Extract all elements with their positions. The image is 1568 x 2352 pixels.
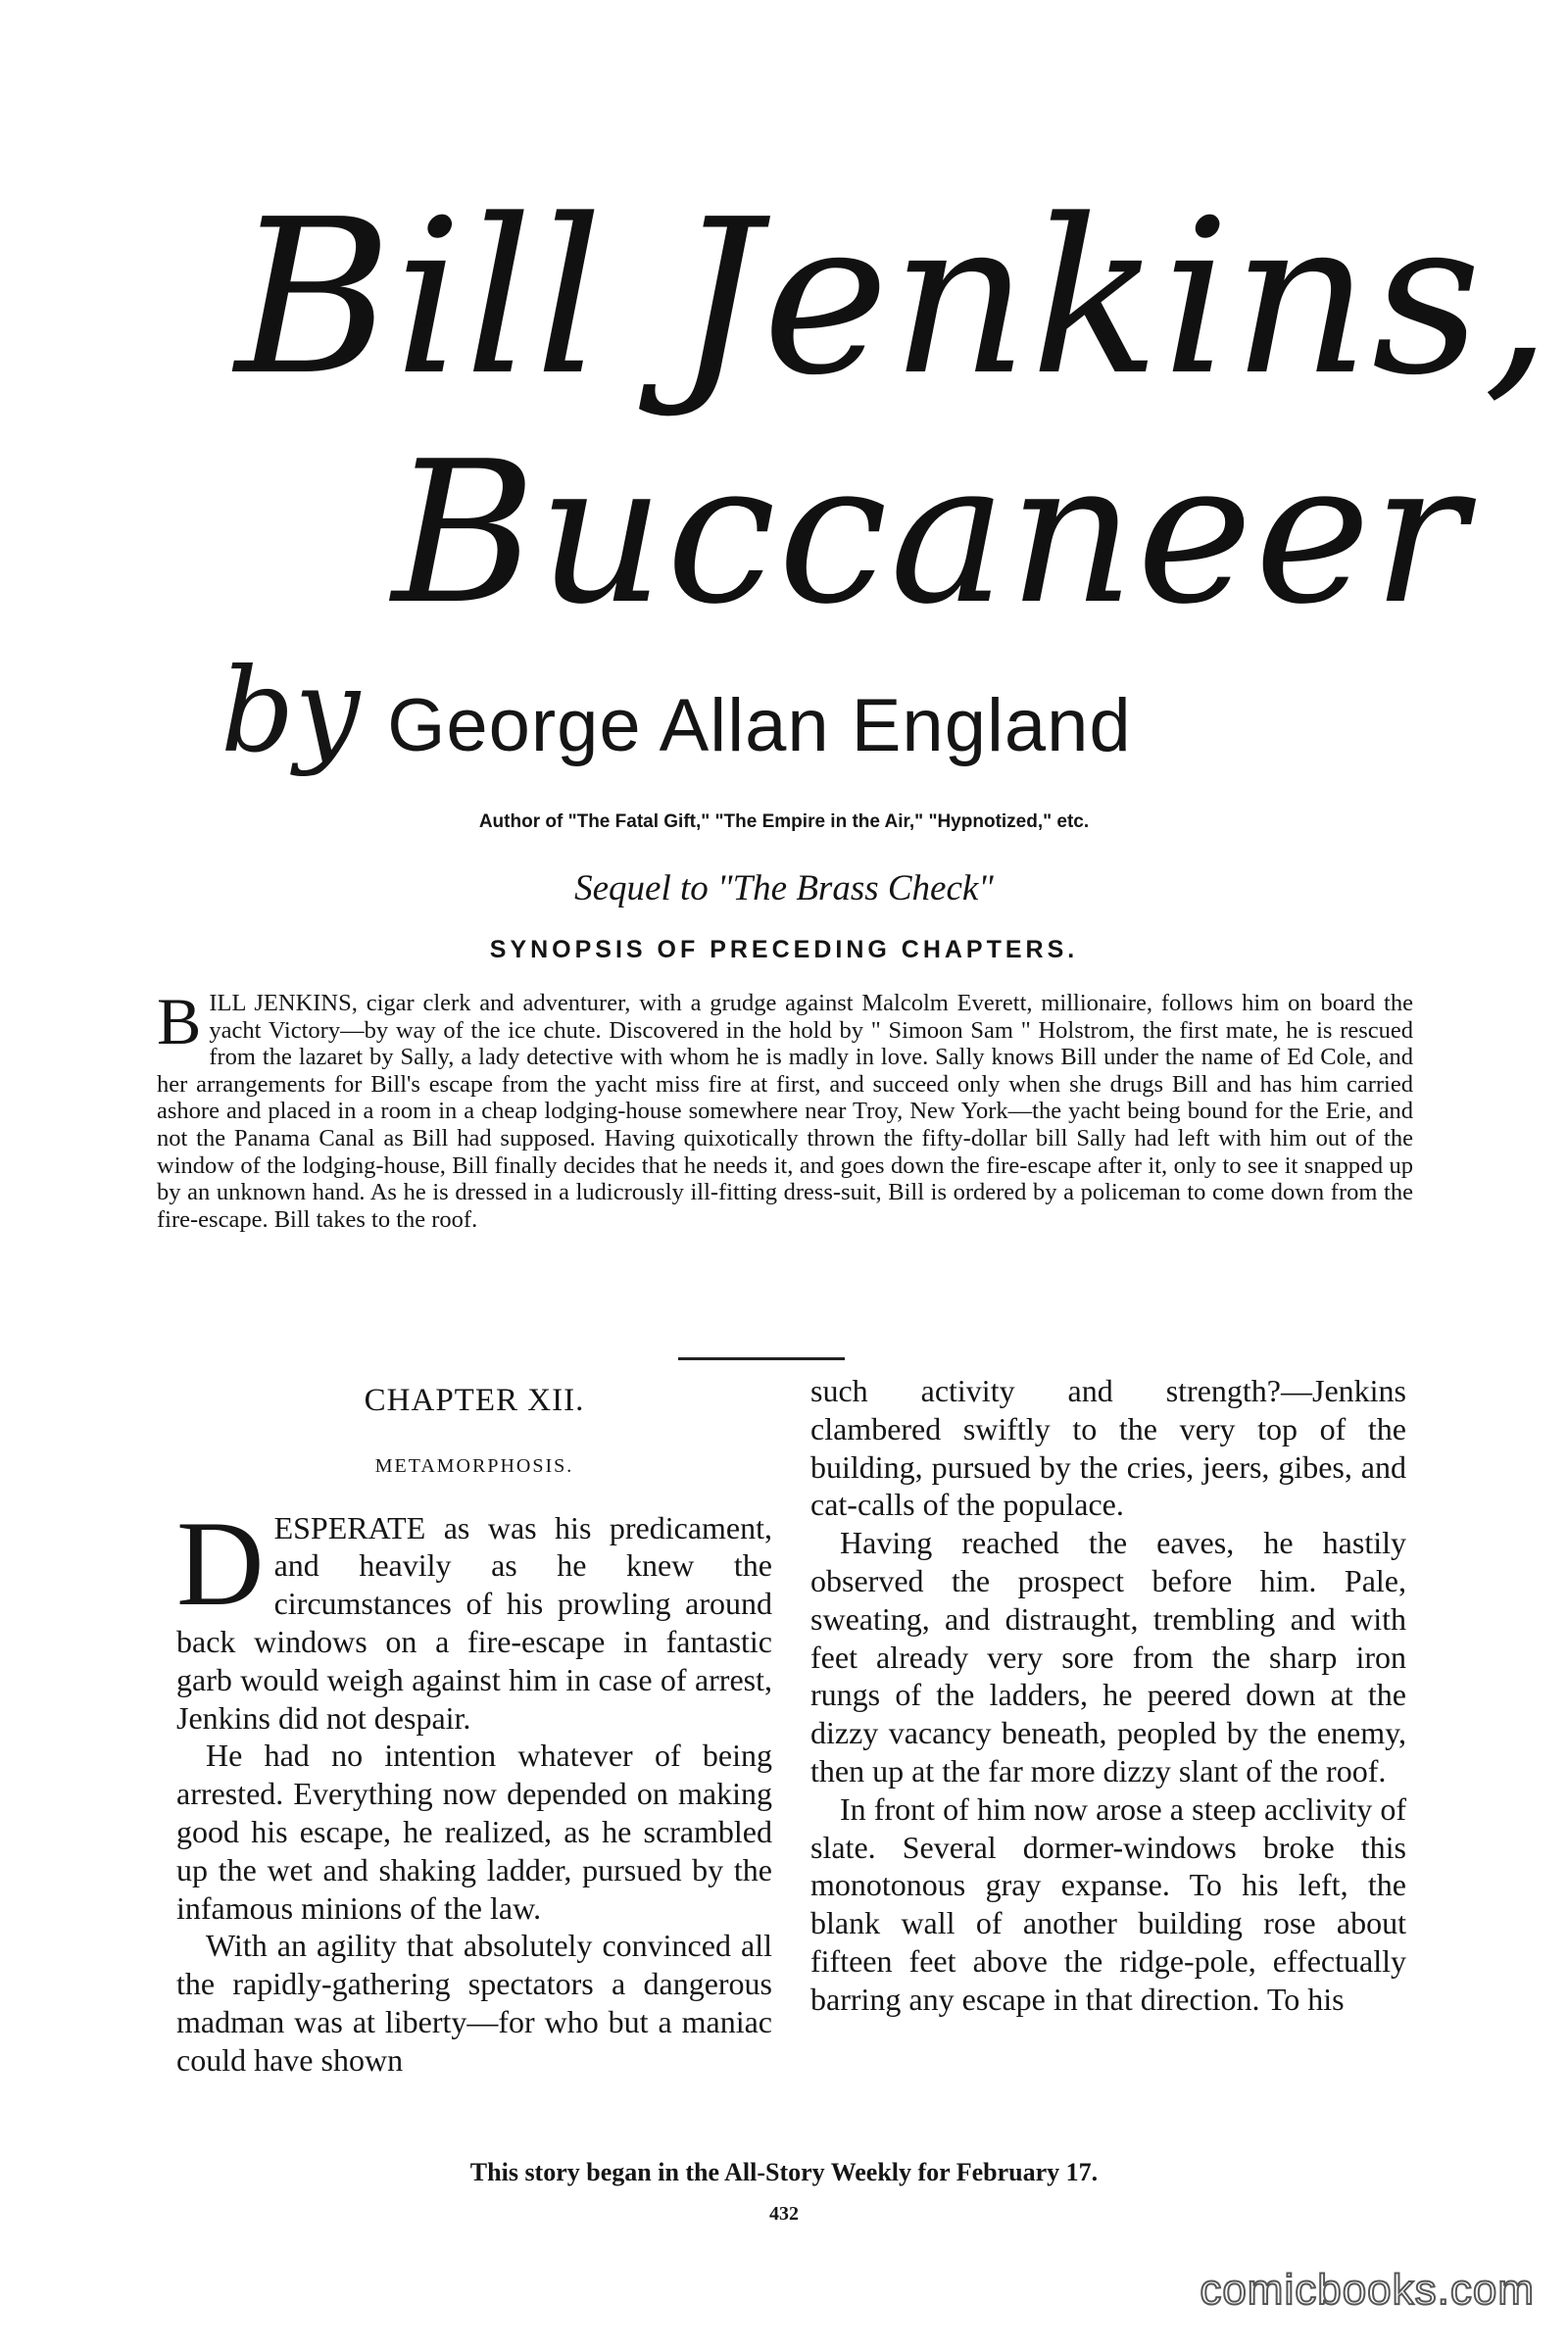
synopsis-text — [157, 984, 1413, 1233]
author-name: George Allan England — [387, 684, 1132, 767]
left-column — [176, 1372, 772, 2080]
byline — [220, 643, 1132, 778]
byline-by: by — [220, 643, 361, 778]
body-dropcap: D — [176, 1495, 265, 1631]
watermark-logo-graphic — [1196, 2261, 1539, 2318]
synopsis-heading: SYNOPSIS OF PRECEDING CHAPTERS. — [489, 936, 1079, 963]
body-paragraph-4: Having reached the eaves, he hastily observed the prospect before him. Pale, sweating, and distraught, trembling and with feet already very sore from the sharp iron rungs of the ladders, he peered down at the dizzy vacancy beneath, peopled by the enemy, then up at the far more dizzy slant of the roof. — [810, 1525, 1406, 1788]
body-paragraph-3: With an agility that absolutely convinced all the rapidly-gathering spectators a dangerous madman was at liberty—for who but a maniac could have shown — [176, 1928, 772, 2078]
body-paragraph-1-text: ESPERATE as was his predicament, and heavily as he knew the circumstances of his prowling around back windows on a fire-escape in fantastic garb would weigh against him in case of arrest, Jenkins did not despair. — [176, 1509, 772, 1736]
right-column — [810, 1372, 1406, 2019]
body-paragraph-1 — [176, 1495, 772, 1738]
footer-note: This story began in the All-Story Weekly for February 17. — [469, 2158, 1099, 2186]
body-paragraph-3-continued: such activity and strength?—Jenkins clambered swiftly to the very top of the building, pursued by the cries, jeers, gibes, and cat-calls of the populace. — [810, 1373, 1406, 1523]
section-divider — [678, 1357, 845, 1360]
body-paragraph-2: He had no intention whatever of being arrested. Everything now depended on making good his escape, he realized, as he scrambled up the wet and shaking ladder, pursued by the infamous minions of the law. — [176, 1738, 772, 1926]
story-title-line-2: Buccaneer — [392, 419, 1469, 648]
story-title-line-1: Bill Jenkins, — [235, 174, 1553, 422]
page-number: 432 — [769, 2203, 799, 2225]
synopsis-dropcap: B — [157, 984, 202, 1058]
body-paragraph-5: In front of him now arose a steep acclivity of slate. Several dormer-windows broke this monotonous gray expanse. To his left, the blank wall of another building rose about fifteen feet above the ridge-pole, effectually barring any escape in that direction. To his — [810, 1790, 1406, 2017]
chapter-number: CHAPTER XII. — [364, 1383, 585, 1418]
watermark-logo — [1186, 2260, 1539, 2319]
sequel-note: Sequel to "The Brass Check" — [574, 868, 994, 908]
watermark-text: comicbooks.com — [1200, 2266, 1535, 2314]
author-credits: Author of "The Fatal Gift," "The Empire in the Air," "Hypnotized," etc. — [478, 811, 1090, 832]
synopsis-body: ILL JENKINS, cigar clerk and adventurer, with a grudge against Malcolm Everett, millionaire, follows him on board the yacht Victory—by way of the ice chute. Discovered in the hold by " Simoon Sam " Holstrom, the first mate, he is rescued from the lazaret by Sally, a lady detective with whom he is madly in love. Sally knows Bill under the name of Ed Cole, and her arrangements for Bill's escape from the yacht miss fire at first, and succeed only when she drugs Bill and has him carried ashore and placed in a room in a cheap lodging-house somewhere near Troy, New York—the yacht being bound for the Erie, and not the Panama Canal as Bill had supposed. Having quixotically thrown the fifty-dollar bill Sally had left with him out of the window of the lodging-house, Bill finally decides that he needs it, and goes down the fire-escape after it, only to see it snapped up by an unknown hand. As he is dressed in a ludicrously ill-fitting dress-suit, Bill is ordered by a policeman to come down from the fire-escape. Bill takes to the roof. — [157, 990, 1413, 1233]
chapter-title: METAMORPHOSIS. — [374, 1454, 574, 1477]
